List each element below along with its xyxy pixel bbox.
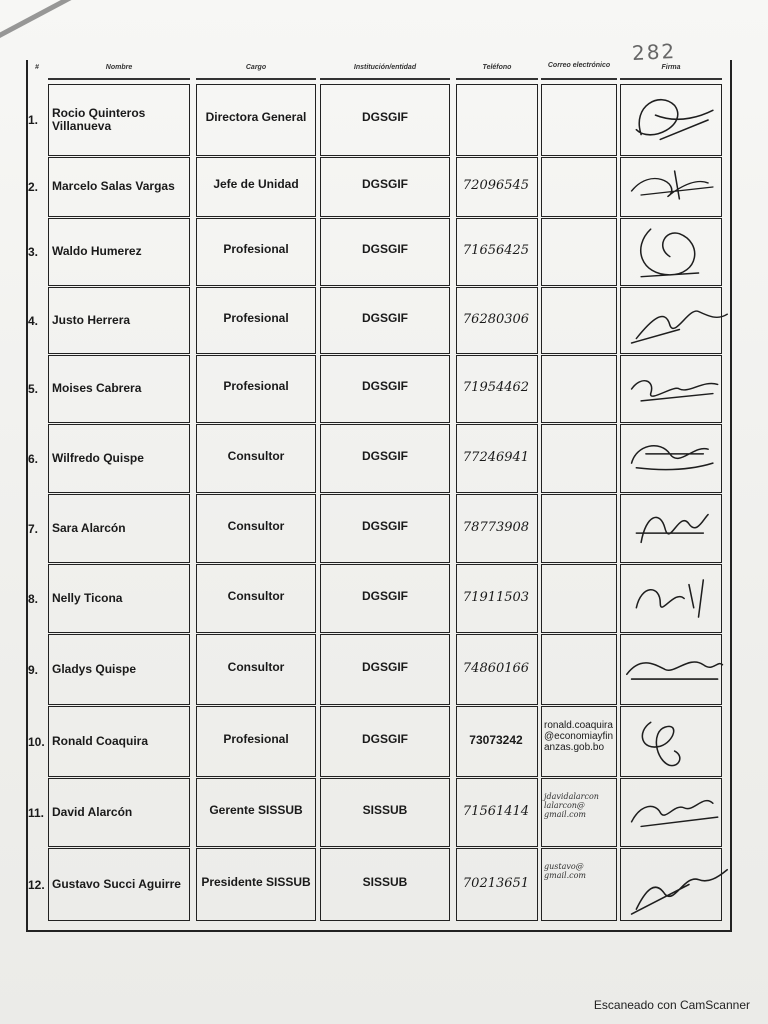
cell-mail: [541, 157, 617, 217]
person-name: Justo Herrera: [52, 312, 131, 327]
cell-mail: [541, 848, 617, 921]
cargo-text: Gerente SISSUB: [209, 802, 303, 817]
signature: [622, 496, 732, 566]
person-name: Waldo Humerez: [52, 244, 142, 258]
telephone-text: 73073242: [469, 732, 523, 747]
cell-tel: [456, 84, 538, 156]
institution-text: SISSUB: [362, 802, 408, 817]
header-cargo: Cargo: [245, 64, 267, 71]
person-name: Marcelo Salas Vargas: [52, 179, 175, 193]
row-number: 8.: [28, 591, 39, 606]
institution-text: DGSGIF: [361, 588, 408, 603]
row-number: 7.: [28, 521, 39, 536]
signature: [622, 426, 732, 496]
telephone-text: 76280306: [462, 311, 530, 327]
person-name: David Alarcón: [52, 804, 133, 819]
person-name: Rocio Quinteros Villanueva: [52, 106, 146, 133]
header-telefono: Teléfono: [482, 64, 512, 71]
telephone-text: 74860166: [462, 660, 530, 676]
institution-text: DGSGIF: [361, 659, 408, 674]
row-number: 11.: [28, 805, 45, 820]
cell-mail: [541, 494, 617, 563]
telephone-text: 77246941: [462, 449, 530, 465]
cell-mail: [541, 564, 617, 633]
row-number: 3.: [28, 245, 39, 259]
row-number: 2.: [28, 180, 39, 194]
person-name: Gladys Quispe: [52, 661, 137, 676]
cargo-text: Directora General: [205, 110, 307, 124]
header-correo: Correo electrónico: [547, 62, 611, 69]
telephone-text: 72096545: [462, 178, 530, 193]
signature: [622, 357, 732, 426]
row-number: 4.: [28, 313, 39, 328]
signature: [622, 159, 732, 220]
cargo-text: Profesional: [223, 242, 289, 256]
cell-mail: [541, 355, 617, 423]
cargo-text: Profesional: [223, 310, 289, 325]
email-text: gustavo@ gmail.com: [544, 862, 587, 880]
telephone-text: 71911503: [462, 589, 530, 605]
institution-text: DGSGIF: [361, 177, 408, 191]
telephone-text: 71954462: [462, 380, 530, 395]
person-name: Wilfredo Quispe: [52, 450, 144, 465]
institution-text: SISSUB: [362, 874, 408, 889]
row-number: 10.: [28, 734, 45, 749]
signature: [622, 289, 732, 357]
cargo-text: Consultor: [227, 448, 285, 463]
cargo-text: Jefe de Unidad: [213, 177, 299, 191]
email-text: jdavidalarcon lalarcon@ gmail.com: [544, 792, 599, 819]
cell-mail: [541, 218, 617, 286]
signature: [622, 850, 732, 924]
page-number: 282: [631, 38, 677, 66]
cargo-text: Presidente SISSUB: [201, 874, 311, 889]
cargo-text: Consultor: [227, 518, 285, 533]
header-institucion: Institución/entidad: [353, 64, 417, 71]
person-name: Moises Cabrera: [52, 381, 142, 395]
institution-text: DGSGIF: [361, 731, 408, 746]
telephone-text: 78773908: [462, 519, 530, 535]
signature: [622, 220, 732, 289]
email-text: ronald.coaquira @economiayfin anzas.gob.bo: [544, 720, 614, 753]
signature: [622, 566, 732, 636]
institution-text: DGSGIF: [361, 518, 408, 533]
header-firma: Firma: [661, 64, 681, 71]
cargo-text: Profesional: [223, 731, 289, 746]
person-name: Sara Alarcón: [52, 520, 126, 535]
signature: [622, 86, 732, 159]
scanner-watermark: Escaneado con CamScanner: [593, 998, 750, 1012]
cargo-text: Profesional: [223, 379, 289, 393]
cell-mail: [541, 84, 617, 156]
header-name: Nombre: [105, 64, 133, 71]
cell-mail: [541, 287, 617, 354]
telephone-text: 71561414: [462, 803, 530, 819]
signature: [622, 708, 732, 780]
signature: [622, 636, 732, 708]
institution-text: DGSGIF: [361, 110, 408, 124]
telephone-text: 70213651: [462, 875, 530, 891]
row-number: 5.: [28, 382, 39, 396]
row-number: 9.: [28, 662, 39, 677]
institution-text: DGSGIF: [361, 448, 408, 463]
person-name: Gustavo Succi Aguirre: [52, 876, 181, 891]
person-name: Ronald Coaquira: [52, 733, 149, 748]
institution-text: DGSGIF: [361, 379, 408, 393]
row-number: 1.: [28, 113, 39, 127]
header-num: #: [35, 64, 39, 71]
telephone-text: 71656425: [462, 243, 530, 258]
signature: [622, 780, 732, 850]
person-name: Nelly Ticona: [52, 590, 123, 605]
cargo-text: Consultor: [227, 659, 285, 674]
institution-text: DGSGIF: [361, 242, 408, 256]
cell-mail: [541, 634, 617, 705]
cargo-text: Consultor: [227, 588, 285, 603]
institution-text: DGSGIF: [361, 310, 408, 325]
row-number: 6.: [28, 451, 39, 466]
cell-mail: [541, 424, 617, 493]
row-number: 12.: [28, 877, 45, 892]
